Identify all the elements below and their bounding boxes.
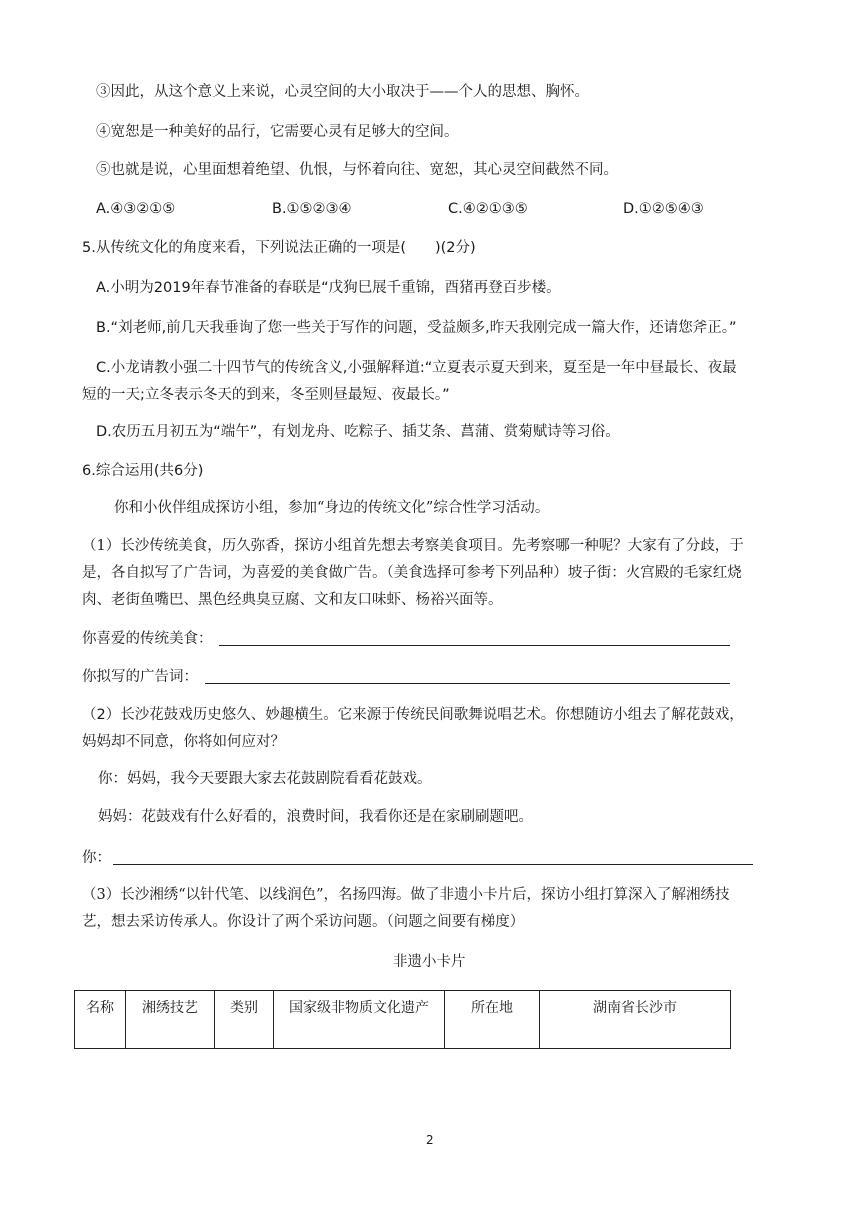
choice-a: A.④③②①⑤ xyxy=(96,201,176,217)
sentence-3: ③因此，从这个意义上来说，心灵空间的大小取决于——个人的思想、胸怀。 xyxy=(96,84,589,100)
q5-option-b: B.“刘老师,前几天我垂询了您一些关于写作的问题，受益颇多,昨天我刚完成一篇大作，还请您斧正。” xyxy=(96,320,737,336)
choice-d: D.①②⑤④③ xyxy=(623,201,704,217)
card-cell-category-label: 类别 xyxy=(215,991,274,1049)
q5-option-c-line2: 短的一天;立冬表示冬天的到来，冬至则昼最短、夜最长。” xyxy=(82,387,450,403)
slogan-label: 你拟写的广告词： xyxy=(82,669,198,685)
slogan-answer-line[interactable] xyxy=(205,683,730,684)
table-row xyxy=(75,991,731,1049)
q6-stem: 6.综合运用(共6分) xyxy=(82,463,204,479)
sentence-4: ④宽恕是一种美好的品行，它需要心灵有足够大的空间。 xyxy=(96,124,459,140)
card-cell-category-value: 国家级非物质文化遗产 xyxy=(274,991,445,1049)
dialog-you: 你：妈妈，我今天要跟大家去花鼓剧院看看花鼓戏。 xyxy=(98,771,432,787)
q6-intro: 你和小伙伴组成探访小组，参加“身边的传统文化”综合性学习活动。 xyxy=(114,500,550,516)
dialog-mom: 妈妈：花鼓戏有什么好看的，浪费时间，我看你还是在家刷刷题吧。 xyxy=(98,809,533,825)
fav-food-answer-line[interactable] xyxy=(219,645,730,646)
q5-option-c-line1: C.小龙请教小强二十四节气的传统含义,小强解释道:“立夏表示夏天到来，夏至是一年中昼最长、夜最 xyxy=(96,360,737,376)
q6-part3-line1: （3）长沙湘绣“以针代笔、以线润色”，名扬四海。做了非遗小卡片后，探访小组打算深入了解湘绣技 xyxy=(82,887,730,903)
fav-food-label: 你喜爱的传统美食： xyxy=(82,631,213,647)
card-cell-name-label: 名称 xyxy=(75,991,126,1049)
q6-part3-line2: 艺，想去采访传承人。你设计了两个采访问题。（问题之间要有梯度） xyxy=(82,914,525,930)
choice-b: B.①⑤②③④ xyxy=(272,201,352,217)
q6-part1-line3: 肉、老街鱼嘴巴、黑色经典臭豆腐、文和友口味虾、杨裕兴面等。 xyxy=(82,592,503,608)
card-title: 非遗小卡片 xyxy=(393,954,466,970)
you-reply-answer-line[interactable] xyxy=(113,864,753,865)
card-cell-location-label: 所在地 xyxy=(445,991,540,1049)
heritage-card-table xyxy=(74,990,731,1049)
q5-option-d: D.农历五月初五为“端午”，有划龙舟、吃粽子、插艾条、菖蒲、赏菊赋诗等习俗。 xyxy=(96,424,620,440)
sentence-5: ⑤也就是说，心里面想着绝望、仇恨，与怀着向往、宽恕，其心灵空间截然不同。 xyxy=(96,162,618,178)
card-cell-location-value: 湖南省长沙市 xyxy=(540,991,731,1049)
card-cell-name-value: 湘绣技艺 xyxy=(126,991,215,1049)
page-number: 2 xyxy=(426,1133,434,1147)
q5-stem: 5.从传统文化的角度来看，下列说法正确的一项是( )(2分) xyxy=(82,240,476,256)
q6-part1-line1: （1）长沙传统美食，历久弥香，探访小组首先想去考察美食项目。先考察哪一种呢？大家有了分歧，于 xyxy=(82,538,744,554)
q6-part1-line2: 是，各自拟写了广告词，为喜爱的美食做广告。（美食选择可参考下列品种）坡子街：火宫殿的毛家红烧 xyxy=(82,565,742,581)
you-reply-label: 你： xyxy=(82,850,111,866)
choice-c: C.④②①③⑤ xyxy=(448,201,528,217)
q6-part2-line2: 妈妈却不同意，你将如何应对？ xyxy=(82,734,285,750)
q6-part2-line1: （2）长沙花鼓戏历史悠久、妙趣横生。它来源于传统民间歌舞说唱艺术。你想随访小组去了解花鼓戏， xyxy=(82,707,744,723)
q5-option-a: A.小明为2019年春节准备的春联是“戊狗巳展千重锦，酉猪再登百步楼。 xyxy=(96,280,561,296)
